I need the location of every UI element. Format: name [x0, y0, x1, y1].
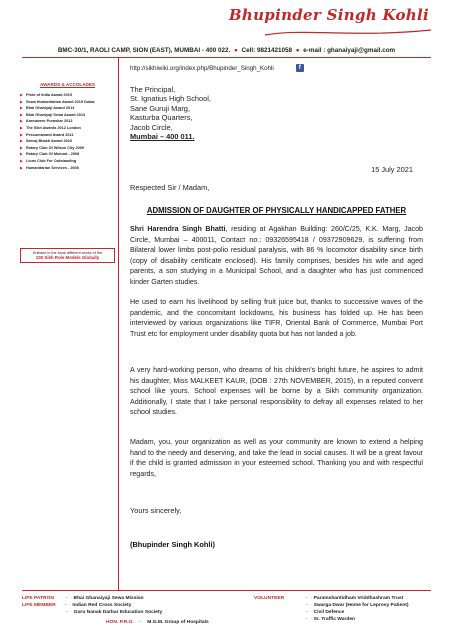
life-member-row-2 [60, 610, 162, 615]
hon-pro-row [106, 620, 209, 625]
recipient-line: Jacob Circle, [130, 122, 173, 132]
hon-pro-label: HON. P.R.O. [106, 620, 134, 625]
letterhead-signature: Bhupinder Singh Kohli [228, 6, 429, 24]
dash: - [66, 610, 68, 615]
letter-date: 15 July 2021 [371, 165, 413, 174]
hon-pro-value: M.G.M. Group of Hospitals [147, 620, 209, 625]
header-rule [22, 57, 431, 58]
paragraph-2: He used to earn his livelihood by selling fruit juice but, thanks to successive waves of the pandemic, and the concomitant lockdowns, his business has folded up. He has been interviewed by various organizations like TIFR, Oriental Bank of Commerce, Mumbai Port Trust etc for employment under disability quota but has not landed a job. [130, 298, 423, 338]
recipient-address [130, 85, 211, 141]
email-address[interactable]: e-mail : ghanaiyaji@gmail.com [303, 47, 396, 54]
award-item: ▶ Bhai Ghaniyaji Sewa Award 2013 [20, 112, 115, 119]
life-patron-row [22, 596, 144, 601]
signer-name: (Bhupinder Singh Kohli) [130, 540, 215, 549]
volunteer-item-row [300, 596, 403, 601]
postal-address: BMC-30/1, RAOLI CAMP, SION (EAST), MUMBAI - 400 022. [57, 47, 231, 54]
dash: - [306, 610, 308, 615]
awards-title: AWARDS & ACCOLADES [40, 82, 95, 87]
volunteer-item-row [300, 617, 355, 622]
award-item: ▶ Humanitarian Services - 2008 [20, 165, 115, 172]
sidebar-rule [118, 57, 119, 590]
award-item: ▶ Karmaveer Puraskar 2012 [20, 118, 115, 125]
cell-number: Cell: 9821421058 [241, 47, 292, 54]
volunteer-label-row [254, 596, 284, 601]
recipient-line: Sane Guruji Marg, [130, 103, 190, 113]
address-line [0, 47, 453, 54]
award-item: ▶ Sarvaj Bhakti Award 2010 [20, 138, 115, 145]
closing: Yours sincerely, [130, 506, 182, 515]
facebook-icon[interactable]: f [296, 64, 304, 72]
bullet-icon: ● [295, 47, 300, 54]
dash: - [65, 596, 68, 601]
award-item: ▶ Sewa Humanitarian Award 2019 Dubai [20, 99, 115, 106]
award-list [20, 92, 115, 171]
volunteer-item: Sr. Traffic Warden [313, 617, 356, 622]
footer-rule [22, 590, 431, 591]
award-item: ▶ Bhai Ghaniyaji Award 2014 [20, 105, 115, 112]
award-item: ▶ Rotary Club Of Wilson City 2009 [20, 145, 115, 152]
recipient-line: Kasturba Quarters, [130, 113, 193, 123]
recipient-line: Mumbai – 400 011. [130, 132, 195, 142]
paragraph-1 [130, 224, 423, 288]
volunteer-item-row [300, 610, 344, 615]
volunteer-item: Civil Defence [313, 610, 345, 615]
life-member-row [22, 603, 131, 608]
dash: - [306, 596, 308, 601]
award-item: ▶ Pessumanand Award 2011 [20, 132, 115, 139]
website-row [130, 64, 304, 72]
salutation: Respected Sir / Madam, [130, 183, 210, 192]
life-member-value: Guru Nanak Darbar Education Society [73, 610, 163, 615]
dash: - [64, 603, 67, 608]
signature-swash [263, 26, 433, 38]
recipient-line: St. Ignatius High School, [130, 94, 211, 104]
dash: - [306, 617, 308, 622]
award-item: ▶ Pride of India Award 2019 [20, 92, 115, 99]
award-item: ▶ Lions Club For Outstanding [20, 158, 115, 165]
role-model-caption: Enlisted in the book different works of the [32, 251, 103, 255]
award-item: ▶ The Sikh Awards 2012 London [20, 125, 115, 132]
bullet-icon: ● [233, 47, 238, 54]
awards-sidebar [20, 82, 115, 171]
life-member-label: LIFE MEMBER [22, 603, 56, 608]
dash: - [139, 620, 142, 625]
life-patron-value: Bhai Ghanaiyaji Sewa Mission [73, 596, 144, 601]
role-model-box [20, 248, 115, 263]
paragraph-1-text: , residing at Agakhan Building: 260/C/25, K.K. Marg, Jacob Circle, Mumbai – 400011, Contact no.: 09326595418 / 09372909629, is suffering from Bilateral lower limbs post-polio residual paralysis, with 86 % locomotor disability since birth (copy of disability certificate enclosed). His family comprises, besides his wife and aged parents, a son studying in a Municipal School, and a daughter who has just commenced kinder Garten studies. [130, 225, 423, 286]
volunteer-item: Paramshantidham Vriddhashram Trust [313, 596, 404, 601]
applicant-name: Shri Harendra Singh Bhatti [130, 225, 226, 233]
volunteer-item: Swarga Dwar (Home for Leprosy Patient) [313, 603, 409, 608]
award-item: ▶ Rotary Club Of Mulund - 2008 [20, 151, 115, 158]
volunteer-item-row [300, 603, 409, 608]
recipient-line: The Principal, [130, 85, 176, 94]
volunteer-label: VOLUNTEER [254, 596, 285, 601]
letter-subject: ADMISSION OF DAUGHTER OF PHYSICALLY HANDICAPPED FATHER [146, 206, 407, 215]
paragraph-4: Madam, you, your organization as well as your community are known to extend a helping hand to the needy and deserving, and take the lead in social causes. It will be a great favour if the child is granted admission in your esteemed school. Thanking you and with respectful regards, [130, 438, 423, 478]
dash: - [306, 603, 308, 608]
website-link[interactable]: http://sikhiwiki.org/index.php/Bhupinder_Singh_Kohli [130, 64, 274, 72]
paragraph-3: A very hard-working person, who dreams of his children's bright future, he aspires to admit his daughter, Miss MALKEET KAUR, (DOB : 27th NOVEMBER, 2015), in a reputed convent school like yours. School expenses will be borne by a Sikh community organization. Additionally, I state that I take personal responsibility to defray all expenses related to her school studies. [130, 366, 423, 417]
life-patron-label: LIFE PATRON [22, 596, 54, 601]
life-member-value: Indian Red Cross Society [72, 603, 132, 608]
role-model-title: 100 Sikh Role Models Globally [35, 255, 100, 260]
